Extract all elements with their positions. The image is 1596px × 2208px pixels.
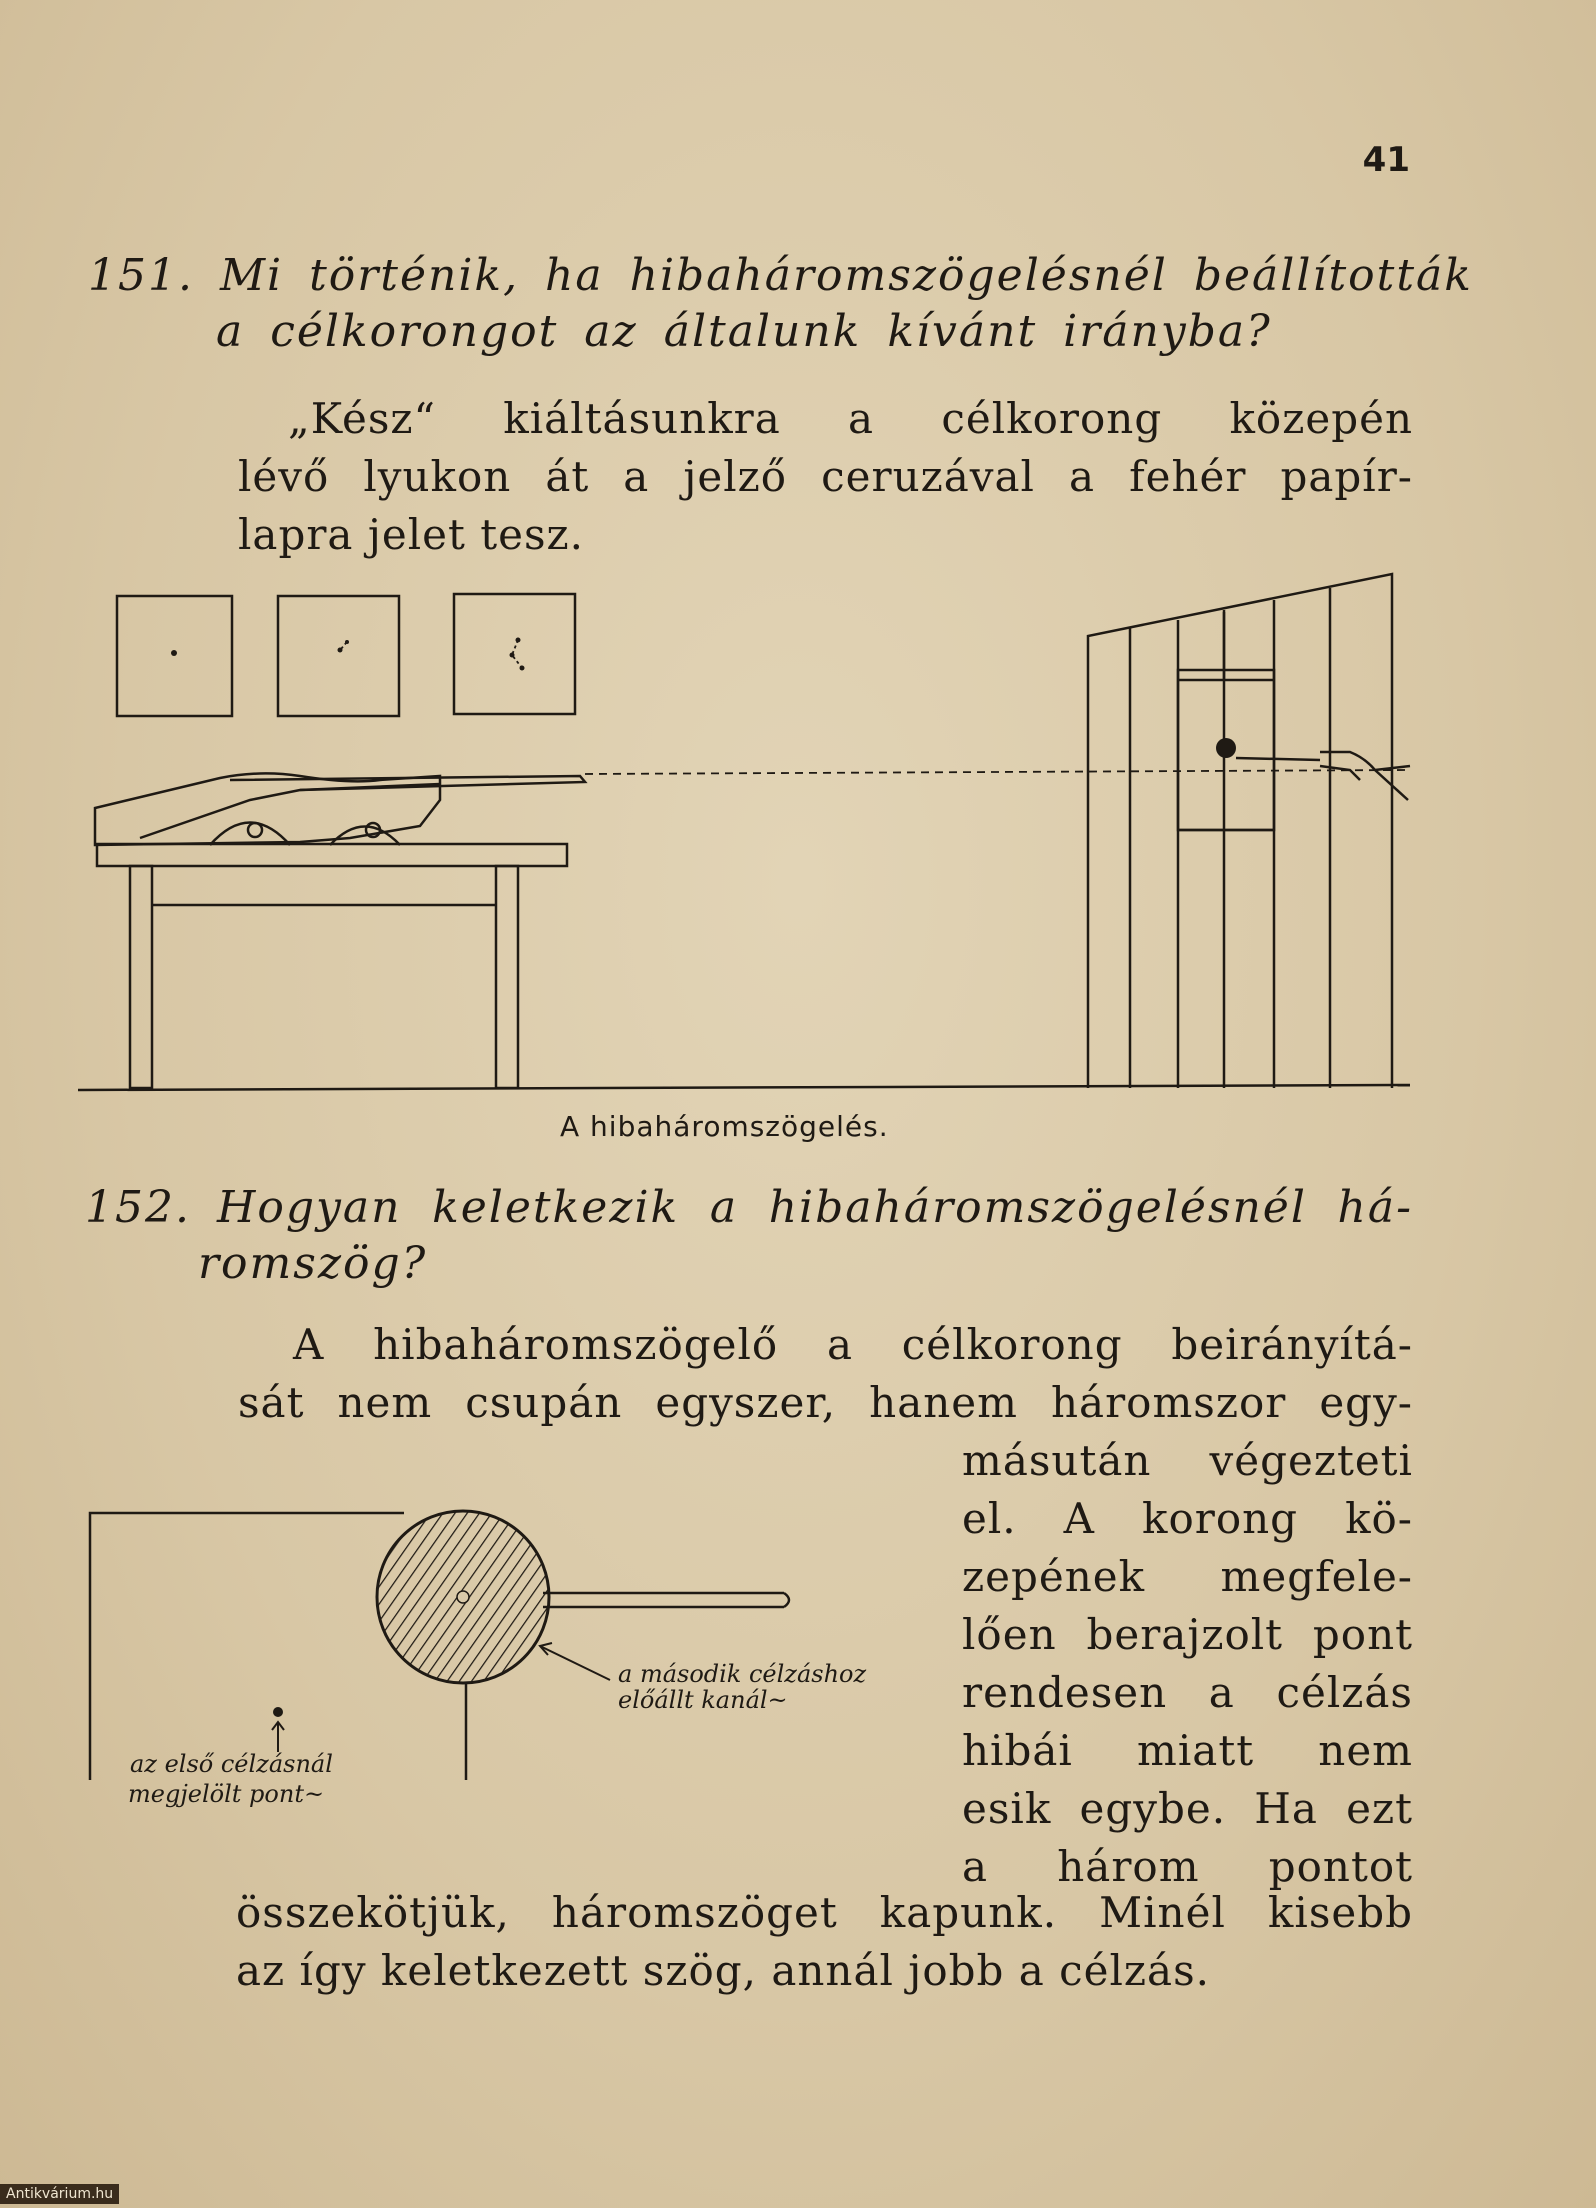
page-number: 41 — [1362, 140, 1410, 180]
answer-152-side-4: lően berajzolt pont — [962, 1610, 1413, 1659]
question-151-number: 151. — [88, 250, 194, 301]
answer-152-bottom-1: összekötjük, háromszöget kapunk. Minél kisebb — [236, 1888, 1413, 1937]
answer-152-side-1: másután végezteti — [962, 1436, 1413, 1485]
question-152-line-2: romszög? — [198, 1238, 428, 1289]
answer-151-line-1: „Kész“ kiáltásunkra a célkorong közepén — [288, 394, 1413, 443]
question-151-line-2: a célkorongot az általunk kívánt irányba? — [216, 306, 1272, 357]
answer-151-line-3: lapra jelet tesz. — [238, 510, 584, 559]
answer-152-side-7: esik egybe. Ha ezt — [962, 1784, 1413, 1833]
figure-1-caption: A hibaháromszögelés. — [560, 1110, 889, 1143]
answer-152-side-2: el. A korong kö- — [962, 1494, 1413, 1543]
question-152-line-1: Hogyan keletkezik a hibaháromszögelésnél há- — [216, 1182, 1413, 1233]
answer-152-side-8: a három pontot — [962, 1842, 1413, 1891]
answer-151-line-2: lévő lyukon át a jelző ceruzával a fehér papír- — [238, 452, 1413, 501]
question-151-line-1: Mi történik, ha hibaháromszögelésnél beállították — [219, 250, 1473, 301]
board-outline — [90, 1513, 404, 1780]
label-first-aim-line-1: az első célzásnál — [130, 1750, 333, 1778]
answer-152-bottom — [236, 1884, 1413, 2000]
answer-152-line-1: A hibaháromszögelő a célkorong beirányítá- — [293, 1320, 1413, 1369]
first-aim-point — [273, 1707, 283, 1717]
watermark-tag: Antikvárium.hu — [0, 2184, 119, 2204]
answer-152-bottom-2: az így keletkezett szög, annál jobb a célzás. — [236, 1946, 1211, 1995]
answer-152-line-2: sát nem csupán egyszer, hanem háromszor egy- — [238, 1378, 1413, 1427]
label-first-aim-line-2: megjelölt pont~ — [128, 1780, 325, 1808]
label-second-aim-line-1: a második célzáshoz — [618, 1660, 867, 1688]
answer-152-side-6: hibái miatt nem — [962, 1726, 1413, 1775]
answer-152-side-5: rendesen a célzás — [962, 1668, 1413, 1717]
answer-152-side-3: zepének megfele- — [962, 1552, 1413, 1601]
question-152-number: 152. — [85, 1182, 191, 1233]
label-second-aim-line-2: előállt kanál~ — [618, 1686, 788, 1714]
